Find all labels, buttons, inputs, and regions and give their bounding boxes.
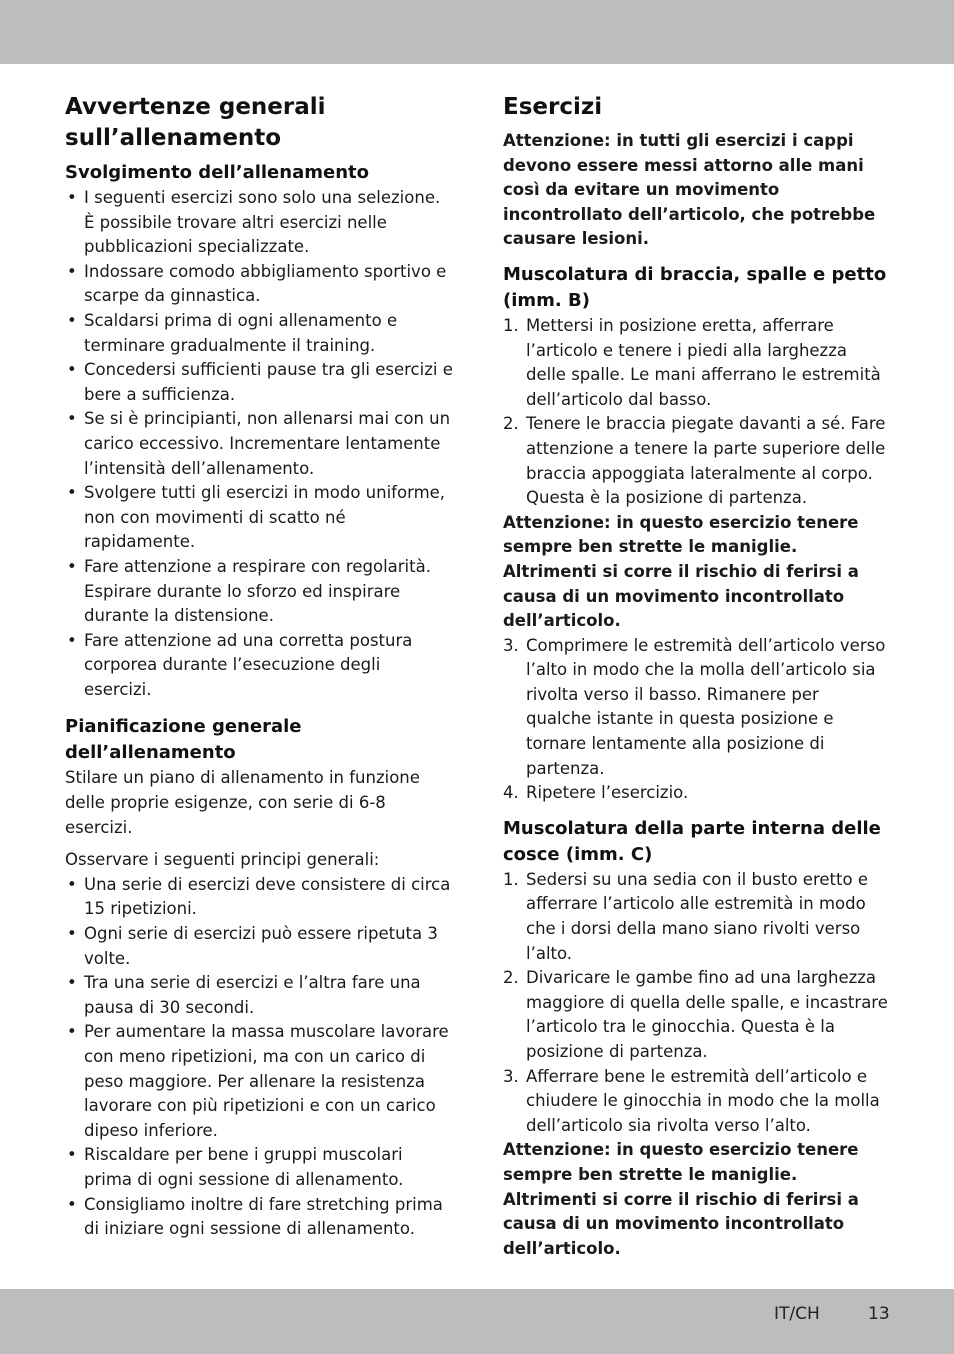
step-number: 2. [503, 968, 519, 988]
list-item [503, 634, 888, 782]
header-band [0, 0, 954, 64]
list-item [503, 868, 888, 966]
step-number: 1. [503, 869, 519, 889]
list-item: • Una serie di esercizi deve consistere di circa 15 ripetizioni. [65, 873, 453, 922]
list-item [503, 1065, 888, 1139]
list-item: • Fare attenzione a respirare con regolarità. Espirare durante lo sforzo ed inspirare durante la distensione. [65, 555, 453, 629]
list-item [503, 314, 888, 412]
page-title: Avvertenze generali sull’allenamento [65, 94, 326, 151]
list-item: • Ogni serie di esercizi può essere ripetuta 3 volte. [65, 922, 453, 971]
thighs-steps-list [503, 868, 888, 1139]
list-item [503, 966, 888, 1064]
list-item: • Concedersi sufficienti pause tra gli esercizi e bere a sufficienza. [65, 358, 453, 407]
arms-steps-list [503, 314, 888, 511]
list-item: • Fare attenzione ad una corretta postura corporea durante l’esecuzione degli esercizi. [65, 629, 453, 703]
list-item: • I seguenti esercizi sono solo una selezione. È possibile trovare altri esercizi nelle pubblicazioni specializzate. [65, 186, 453, 260]
section-heading-arms: Muscolatura di braccia, spalle e petto (imm. B) [503, 263, 887, 311]
arms-steps-list-continued [503, 634, 888, 806]
planning-principles: Osservare i seguenti principi generali: [65, 850, 380, 870]
section-heading-training: Svolgimento dell’allenamento [65, 162, 369, 183]
left-column [65, 92, 453, 1242]
page-number: 13 [868, 1304, 890, 1324]
step-number: 3. [503, 635, 519, 655]
exercises-title: Esercizi [503, 94, 603, 120]
step-text: Comprimere le estremità dell’articolo verso l’alto in modo che la molla dell’articolo sia rivolta verso il basso. Rimanere per qualche istante in questa posizione e tornare lentamente alla posizione di partenza. [526, 635, 886, 778]
step-number: 3. [503, 1066, 519, 1086]
right-column [503, 92, 888, 1261]
section-heading-thighs: Muscolatura della parte interna delle cosce (imm. C) [503, 817, 881, 865]
section-heading-planning: Pianificazione generale dell’allenamento [65, 716, 302, 764]
step-text: Sedersi su una sedia con il busto eretto e afferrare l’articolo alle estremità in modo che i dorsi della mano siano rivolti verso l’alto. [526, 869, 868, 963]
list-item: • Riscaldare per bene i gruppi muscolari prima di ogni sessione di allenamento. [65, 1143, 453, 1192]
planning-intro: Stilare un piano di allenamento in funzione delle proprie esigenze, con serie di 6-8 esercizi. [65, 768, 420, 837]
list-item: • Scaldarsi prima di ogni allenamento e terminare gradualmente il training. [65, 309, 453, 358]
step-number: 4. [503, 783, 519, 803]
step-number: 2. [503, 414, 519, 434]
list-item: • Indossare comodo abbigliamento sportivo e scarpe da ginnastica. [65, 260, 453, 309]
step-text: Divaricare le gambe fino ad una larghezza maggiore di quella delle spalle, e incastrare l’articolo tra le ginocchia. Questa è la posizione di partenza. [526, 968, 888, 1061]
training-bullet-list [65, 186, 453, 702]
warning-main: Attenzione: in tutti gli esercizi i cappi devono essere messi attorno alle mani così da evitare un movimento incontrollato dell’articolo, che potrebbe causare lesioni. [503, 131, 876, 249]
warning-thighs: Attenzione: in questo esercizio tenere sempre ben strette le maniglie. Altrimenti si corre il rischio di ferirsi a causa di un movimento incontrollato dell’articolo. [503, 1140, 859, 1258]
warning-arms: Attenzione: in questo esercizio tenere sempre ben strette le maniglie. Altrimenti si corre il rischio di ferirsi a causa di un movimento incontrollato dell’articolo. [503, 512, 859, 631]
planning-bullet-list [65, 873, 453, 1242]
step-number: 1. [503, 315, 519, 335]
list-item: • Consigliamo inoltre di fare stretching prima di iniziare ogni sessione di allenamento. [65, 1193, 453, 1242]
step-text: Mettersi in posizione eretta, afferrare l’articolo e tenere i piedi alla larghezza delle spalle. Le mani afferrano le estremità dell’articolo dal basso. [526, 315, 881, 409]
list-item [503, 781, 888, 806]
list-item: • Se si è principianti, non allenarsi mai con un carico eccessivo. Incrementare lentamente l’intensità dell’allenamento. [65, 407, 453, 481]
step-text: Afferrare bene le estremità dell’articolo e chiudere le ginocchia in modo che la molla dell’articolo sia rivolta verso l’alto. [526, 1066, 880, 1135]
list-item [503, 412, 888, 510]
list-item: • Per aumentare la massa muscolare lavorare con meno ripetizioni, ma con un carico di peso maggiore. Per allenare la resistenza lavorare con più ripetizioni e con un carico dipeso inferiore. [65, 1020, 453, 1143]
footer-language-code: IT/CH [774, 1304, 820, 1324]
step-text: Tenere le braccia piegate davanti a sé. Fare attenzione a tenere la parte superiore delle braccia appoggiata lateralmente al corpo. Questa è la posizione di partenza. [526, 414, 886, 508]
list-item: • Tra una serie di esercizi e l’altra fare una pausa di 30 secondi. [65, 971, 453, 1020]
list-item: • Svolgere tutti gli esercizi in modo uniforme, non con movimenti di scatto né rapidamente. [65, 481, 453, 555]
step-text: Ripetere l’esercizio. [526, 783, 689, 803]
